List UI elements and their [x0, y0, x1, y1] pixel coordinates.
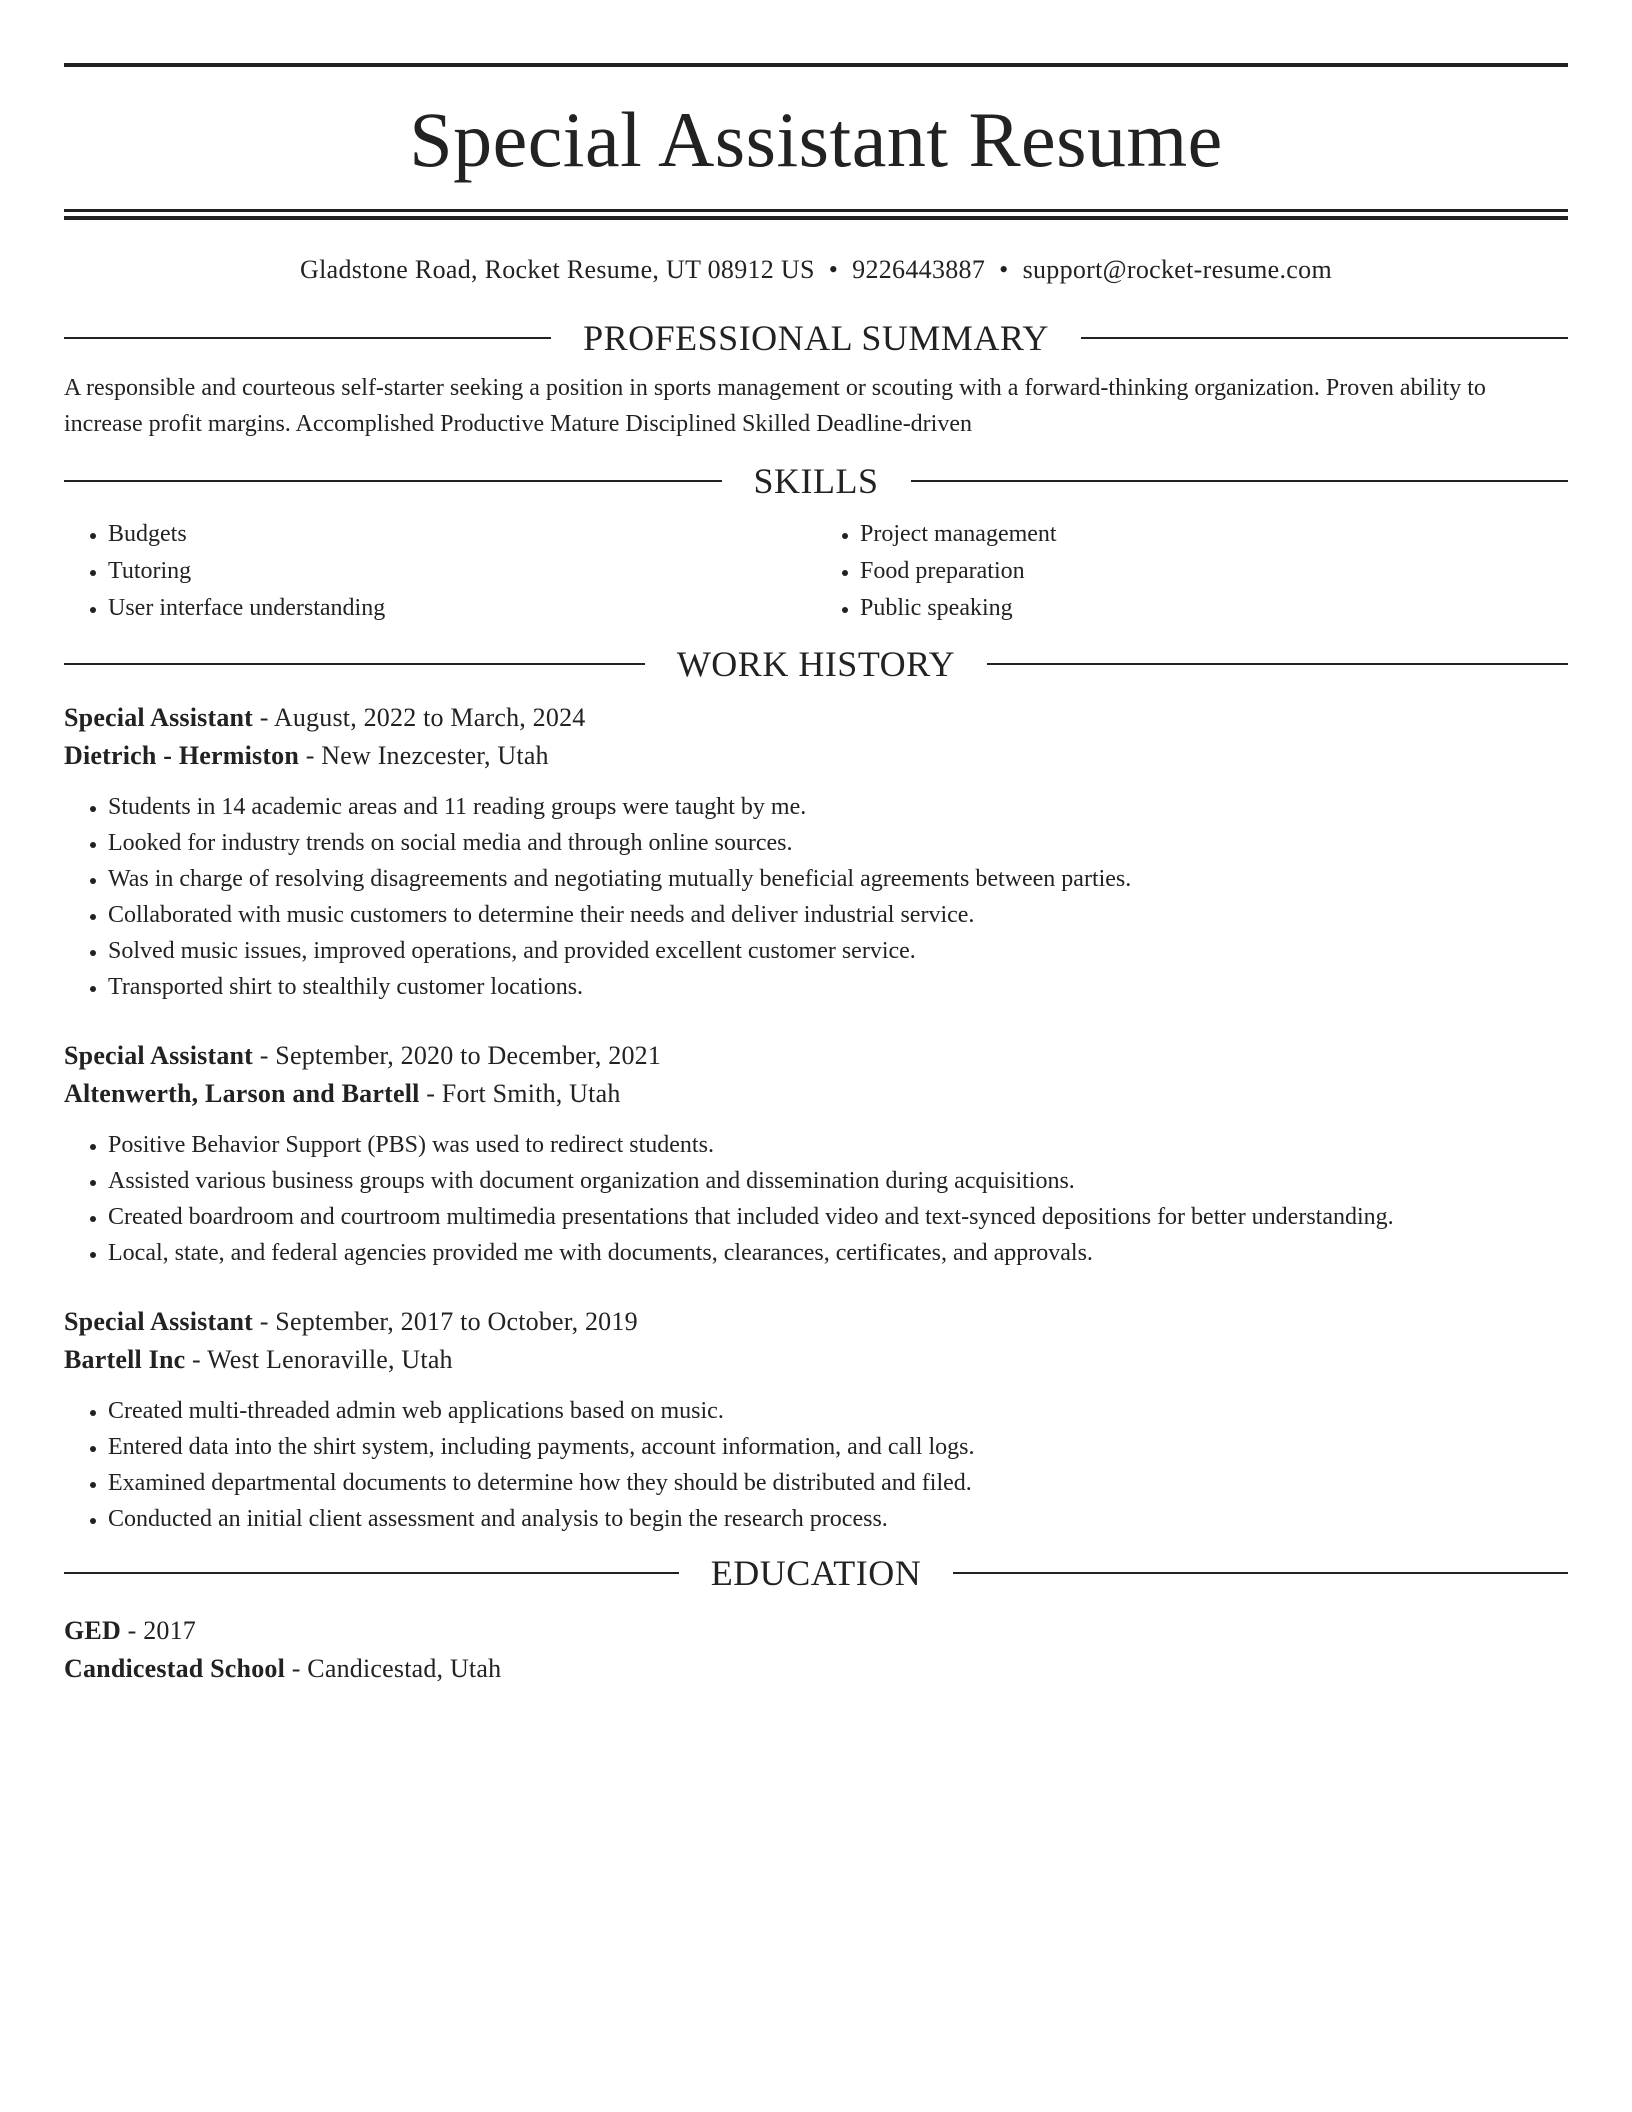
job-bullet: • Examined departmental documents to determine how they should be distributed and filed. [108, 1465, 1568, 1501]
work-section-header [64, 644, 1568, 684]
skill-item: • Food preparation [860, 553, 1568, 590]
skill-item: • Public speaking [860, 590, 1568, 627]
summary-heading: PROFESSIONAL SUMMARY [583, 318, 1049, 358]
job-location: - Fort Smith, Utah [419, 1079, 621, 1108]
skill-item: • Budgets [108, 516, 816, 553]
job-bullet: • Created boardroom and courtroom multimedia presentations that included video and text-synced depositions for better understanding. [108, 1199, 1568, 1235]
job-dates: - August, 2022 to March, 2024 [253, 703, 586, 732]
section-rule-left [64, 337, 551, 339]
education-degree: GED [64, 1616, 121, 1645]
section-rule-left [64, 663, 645, 665]
job-company: Altenwerth, Larson and Bartell [64, 1079, 420, 1108]
job-dates: - September, 2017 to October, 2019 [253, 1307, 638, 1336]
job-bullet: • Positive Behavior Support (PBS) was used to redirect students. [108, 1127, 1568, 1163]
skills-column-left [64, 516, 816, 627]
education-school: Candicestad School [64, 1654, 286, 1683]
contact-address: Gladstone Road, Rocket Resume, UT 08912 US [300, 255, 815, 284]
section-rule-right [953, 1572, 1568, 1574]
summary-section-header [64, 318, 1568, 358]
job-bullet: • Local, state, and federal agencies provided me with documents, clearances, certificates, and approvals. [108, 1235, 1568, 1271]
job-company-line [64, 737, 1568, 775]
job-entry [64, 699, 1568, 1005]
skills-list [64, 516, 1568, 627]
contact-separator: • [828, 255, 839, 284]
job-title-line [64, 1303, 1568, 1341]
skills-heading: SKILLS [753, 461, 879, 501]
skills-column-right [816, 516, 1568, 627]
section-rule-right [911, 480, 1569, 482]
job-bullet: • Conducted an initial client assessment and analysis to begin the research process. [108, 1501, 1568, 1537]
job-company: Dietrich - Hermiston [64, 741, 300, 770]
section-rule-left [64, 480, 722, 482]
job-dates: - September, 2020 to December, 2021 [253, 1041, 662, 1070]
job-company: Bartell Inc [64, 1345, 186, 1374]
contact-line [64, 253, 1568, 287]
job-bullets [64, 1393, 1568, 1537]
job-title-line [64, 699, 1568, 737]
education-school-line [64, 1650, 1568, 1688]
job-bullet: • Entered data into the shirt system, including payments, account information, and call logs. [108, 1429, 1568, 1465]
title-double-rule [64, 209, 1568, 220]
contact-email: support@rocket-resume.com [1022, 255, 1332, 284]
job-title: Special Assistant [64, 1307, 254, 1336]
job-title: Special Assistant [64, 703, 254, 732]
job-title-line [64, 1037, 1568, 1075]
job-company-line [64, 1075, 1568, 1113]
skill-item: • User interface understanding [108, 590, 816, 627]
education-year: - 2017 [120, 1616, 197, 1645]
skill-item: • Project management [860, 516, 1568, 553]
education-location: - Candicestad, Utah [285, 1654, 502, 1683]
education-entry [64, 1612, 1568, 1688]
job-bullet: • Solved music issues, improved operations, and provided excellent customer service. [108, 933, 1568, 969]
job-bullet: • Assisted various business groups with document organization and dissemination during acquisitions. [108, 1163, 1568, 1199]
education-degree-line [64, 1612, 1568, 1650]
contact-separator: • [999, 255, 1009, 284]
resume-page [64, 0, 1568, 1688]
job-bullet: • Was in charge of resolving disagreements and negotiating mutually beneficial agreements between parties. [108, 861, 1568, 897]
job-bullet: • Students in 14 academic areas and 11 reading groups were taught by me. [108, 789, 1568, 825]
skill-item: • Tutoring [108, 553, 816, 590]
job-bullet: • Collaborated with music customers to determine their needs and deliver industrial service. [108, 897, 1568, 933]
section-rule-right [987, 663, 1568, 665]
work-heading: WORK HISTORY [676, 644, 956, 684]
job-bullet: • Created multi-threaded admin web applications based on music. [108, 1393, 1568, 1429]
job-bullets [64, 789, 1568, 1005]
job-company-line [64, 1341, 1568, 1379]
job-title: Special Assistant [64, 1041, 254, 1070]
education-section-header [64, 1553, 1568, 1593]
job-bullet: • Looked for industry trends on social media and through online sources. [108, 825, 1568, 861]
job-bullets [64, 1127, 1568, 1271]
skills-section-header [64, 461, 1568, 501]
contact-phone: 9226443887 [852, 255, 986, 284]
top-rule [64, 63, 1568, 67]
job-location: - New Inezcester, Utah [299, 741, 549, 770]
summary-text: A responsible and courteous self-starter seeking a position in sports management or scouting with a forward-thinking organization. Proven ability to increase profit margins. Accomplished Productive Mature Disciplined Skilled Deadline-driven [64, 375, 1486, 437]
job-bullet: • Transported shirt to stealthily customer locations. [108, 969, 1568, 1005]
job-location: - West Lenoraville, Utah [185, 1345, 453, 1374]
section-rule-right [1081, 337, 1568, 339]
education-heading: EDUCATION [710, 1553, 922, 1593]
section-rule-left [64, 1572, 679, 1574]
job-entry [64, 1303, 1568, 1537]
job-entry [64, 1037, 1568, 1271]
resume-title: Special Assistant Resume [409, 96, 1223, 183]
